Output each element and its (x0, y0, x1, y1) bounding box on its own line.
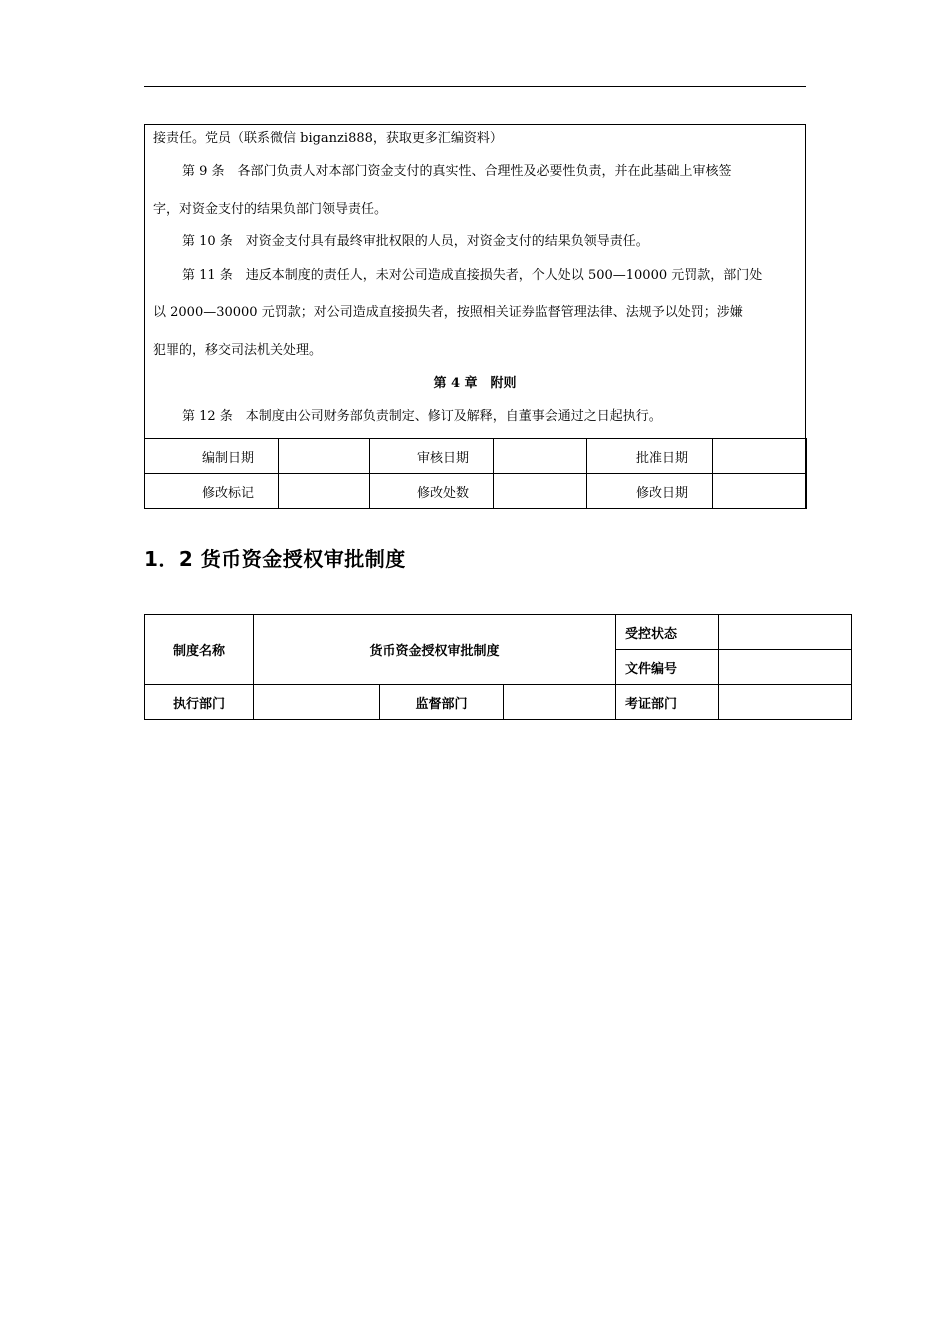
article-12: 第 12 条 本制度由公司财务部负责制定、修订及解释，自董事会通过之日起执行。 (182, 409, 662, 424)
paragraph-continuation: 接责任。党员（联系微信 biganzi888，获取更多汇编资料） (153, 131, 503, 146)
chapter-4-heading: 第 4 章 附则 (433, 376, 517, 391)
table-row (145, 474, 807, 509)
regulation-text-box (144, 124, 806, 509)
article-10: 第 10 条 对资金支付具有最终审批权限的人员，对资金支付的结果负领导责任。 (182, 234, 649, 249)
control-status-label: 受控状态 (616, 615, 719, 650)
article-11-line-1: 第 11 条 违反本制度的责任人，未对公司造成直接损失者，个人处以 500—10000 元罚款，部门处 (182, 268, 763, 283)
reviewed-date-label: 审核日期 (370, 439, 494, 474)
supervising-dept-label: 监督部门 (380, 685, 504, 720)
verifying-dept-label: 考证部门 (616, 685, 719, 720)
prepared-date-label: 编制日期 (145, 439, 279, 474)
file-number-label: 文件编号 (616, 650, 719, 685)
supervising-dept-value (504, 685, 616, 720)
section-heading: 1．2 货币资金授权审批制度 (144, 547, 406, 571)
revision-date-label: 修改日期 (587, 474, 713, 509)
regulation-name-label: 制度名称 (145, 615, 254, 685)
article-11-line-3: 犯罪的，移交司法机关处理。 (153, 343, 323, 358)
control-status-value (719, 615, 852, 650)
regulation-info-table (144, 614, 852, 720)
article-9-line-2: 字，对资金支付的结果负部门领导责任。 (153, 202, 388, 217)
executing-dept-value (254, 685, 380, 720)
table-row (145, 615, 852, 650)
approved-date-value (713, 439, 807, 474)
revision-mark-label: 修改标记 (145, 474, 279, 509)
revision-count-value (494, 474, 587, 509)
regulation-name-value: 货币资金授权审批制度 (254, 615, 616, 685)
prepared-date-value (279, 439, 370, 474)
revision-count-label: 修改处数 (370, 474, 494, 509)
revision-date-value (713, 474, 807, 509)
revision-mark-value (279, 474, 370, 509)
table-row (145, 439, 807, 474)
approved-date-label: 批准日期 (587, 439, 713, 474)
executing-dept-label: 执行部门 (145, 685, 254, 720)
article-9-line-1: 第 9 条 各部门负责人对本部门资金支付的真实性、合理性及必要性负责，并在此基础上审核签 (182, 164, 732, 179)
reviewed-date-value (494, 439, 587, 474)
signature-table (144, 438, 807, 509)
header-rule (144, 86, 806, 87)
article-11-line-2: 以 2000—30000 元罚款；对公司造成直接损失者，按照相关证券监督管理法律、法规予以处罚；涉嫌 (153, 305, 743, 320)
table-row (145, 685, 852, 720)
verifying-dept-value (719, 685, 852, 720)
file-number-value (719, 650, 852, 685)
